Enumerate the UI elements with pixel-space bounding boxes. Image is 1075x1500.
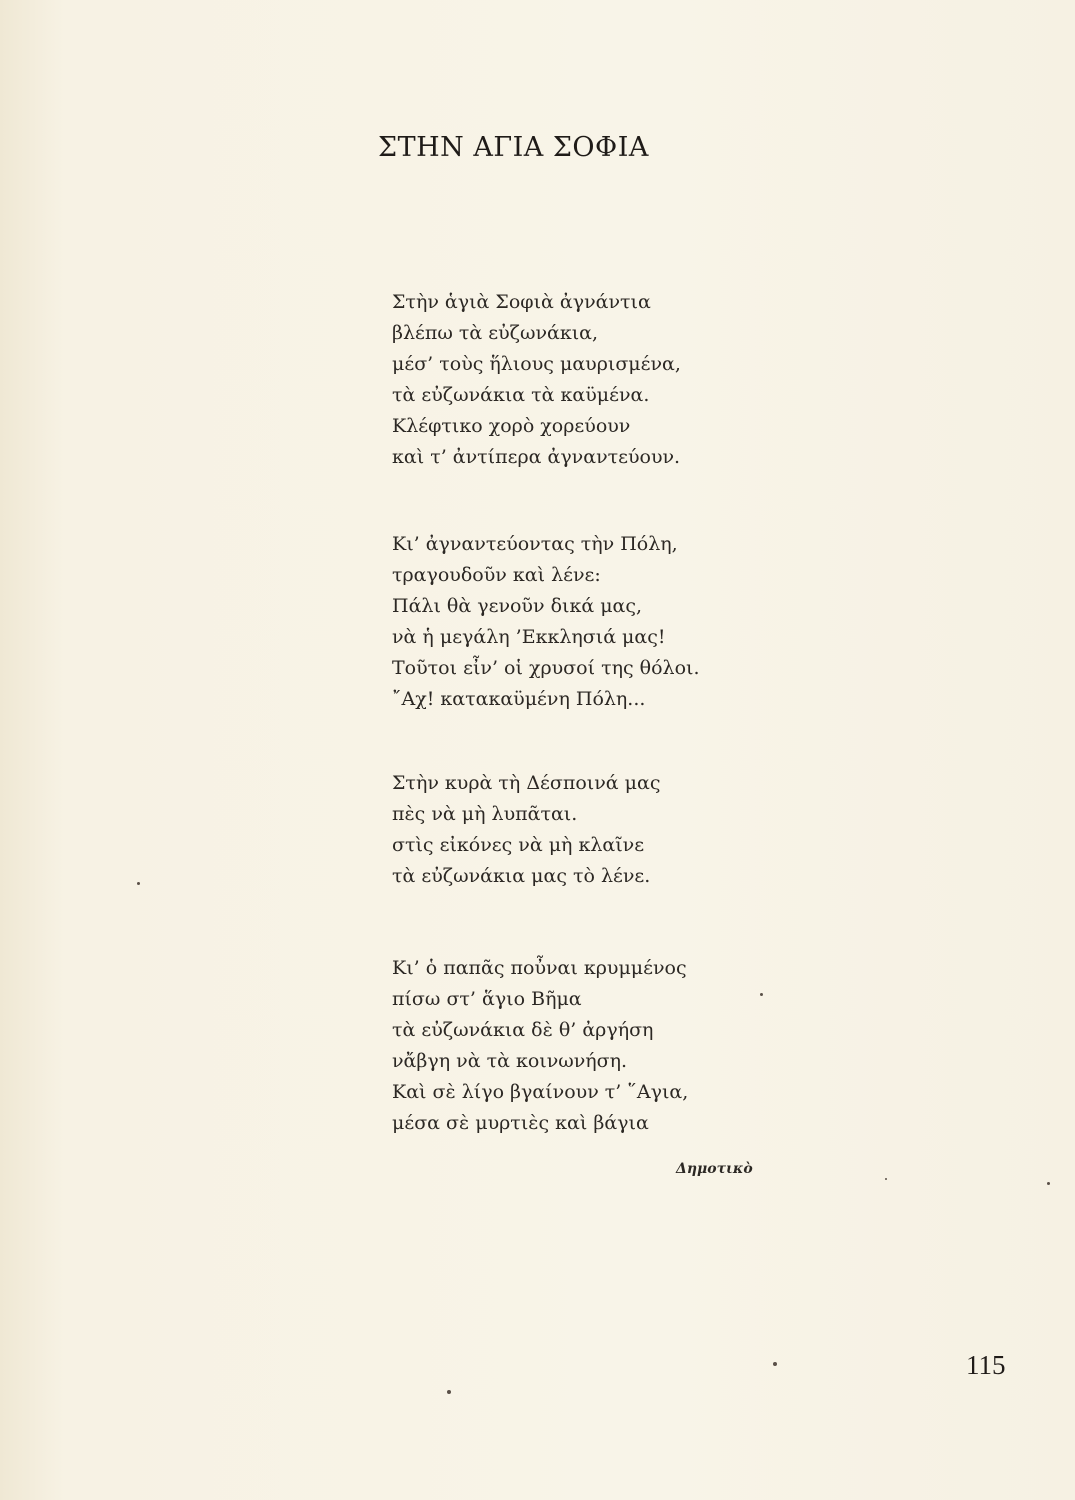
verse-line: μέσ’ τοὺς ἥλιους μαυρισμένα, xyxy=(392,353,681,375)
verse-line: Κλέφτικο χορὸ χορεύουν xyxy=(392,415,631,437)
print-speck xyxy=(885,1178,887,1180)
poem-title: ΣΤΗΝ ΑΓΙΑ ΣΟΦΙΑ xyxy=(378,132,649,163)
verse-line: νὰ ἡ μεγάλη ’Εκκλησιά μας! xyxy=(392,626,666,648)
print-speck xyxy=(447,1390,451,1394)
print-speck xyxy=(760,993,763,996)
verse-line: Καὶ σὲ λίγο βγαίνουν τ’ ῞Αγια, xyxy=(392,1081,689,1103)
stanza-2 xyxy=(392,529,700,715)
verse-line: Κι’ ὁ παπᾶς ποὖναι κρυμμένος xyxy=(392,957,687,979)
page-number: 115 xyxy=(966,1350,1006,1380)
verse-line: ῎Αχ! κατακαϋμένη Πόλη... xyxy=(392,688,646,710)
verse-line: τὰ εὐζωνάκια δὲ θ’ ἀργήση xyxy=(392,1019,654,1041)
print-speck xyxy=(1047,1182,1050,1185)
verse-line: μέσα σὲ μυρτιὲς καὶ βάγια xyxy=(392,1112,649,1134)
verse-line: βλέπω τὰ εὐζωνάκια, xyxy=(392,322,599,344)
stanza-1 xyxy=(392,287,681,473)
verse-line: στὶς εἰκόνες νὰ μὴ κλαῖνε xyxy=(392,834,645,856)
verse-line: Κι’ ἀγναντεύοντας τὴν Πόλη, xyxy=(392,533,678,555)
verse-line: Πάλι θὰ γενοῦν δικά μας, xyxy=(392,595,643,617)
verse-line: Στὴν ἁγιὰ Σοφιὰ ἀγνάντια xyxy=(392,291,651,313)
verse-line: καὶ τ’ ἀντίπερα ἀγναντεύουν. xyxy=(392,446,681,468)
verse-line: Στὴν κυρὰ τὴ Δέσποινά μας xyxy=(392,772,661,794)
stanza-4 xyxy=(392,953,688,1139)
verse-line: νἄβγη νὰ τὰ κοινωνήση. xyxy=(392,1050,628,1072)
verse-line: τραγουδοῦν καὶ λένε: xyxy=(392,564,601,586)
print-speck xyxy=(137,882,140,885)
print-speck xyxy=(773,1362,777,1366)
verse-line: πίσω στ’ ἅγιο Βῆμα xyxy=(392,988,582,1010)
verse-line: πὲς νὰ μὴ λυπᾶται. xyxy=(392,803,578,825)
attribution: Δημοτικὸ xyxy=(676,1161,753,1177)
verse-line: τὰ εὐζωνάκια τὰ καϋμένα. xyxy=(392,384,650,406)
verse-line: Τοῦτοι εἶν’ οἱ χρυσοί της θόλοι. xyxy=(392,657,700,679)
stanza-3 xyxy=(392,768,660,892)
verse-line: τὰ εὐζωνάκια μας τὸ λένε. xyxy=(392,865,651,887)
